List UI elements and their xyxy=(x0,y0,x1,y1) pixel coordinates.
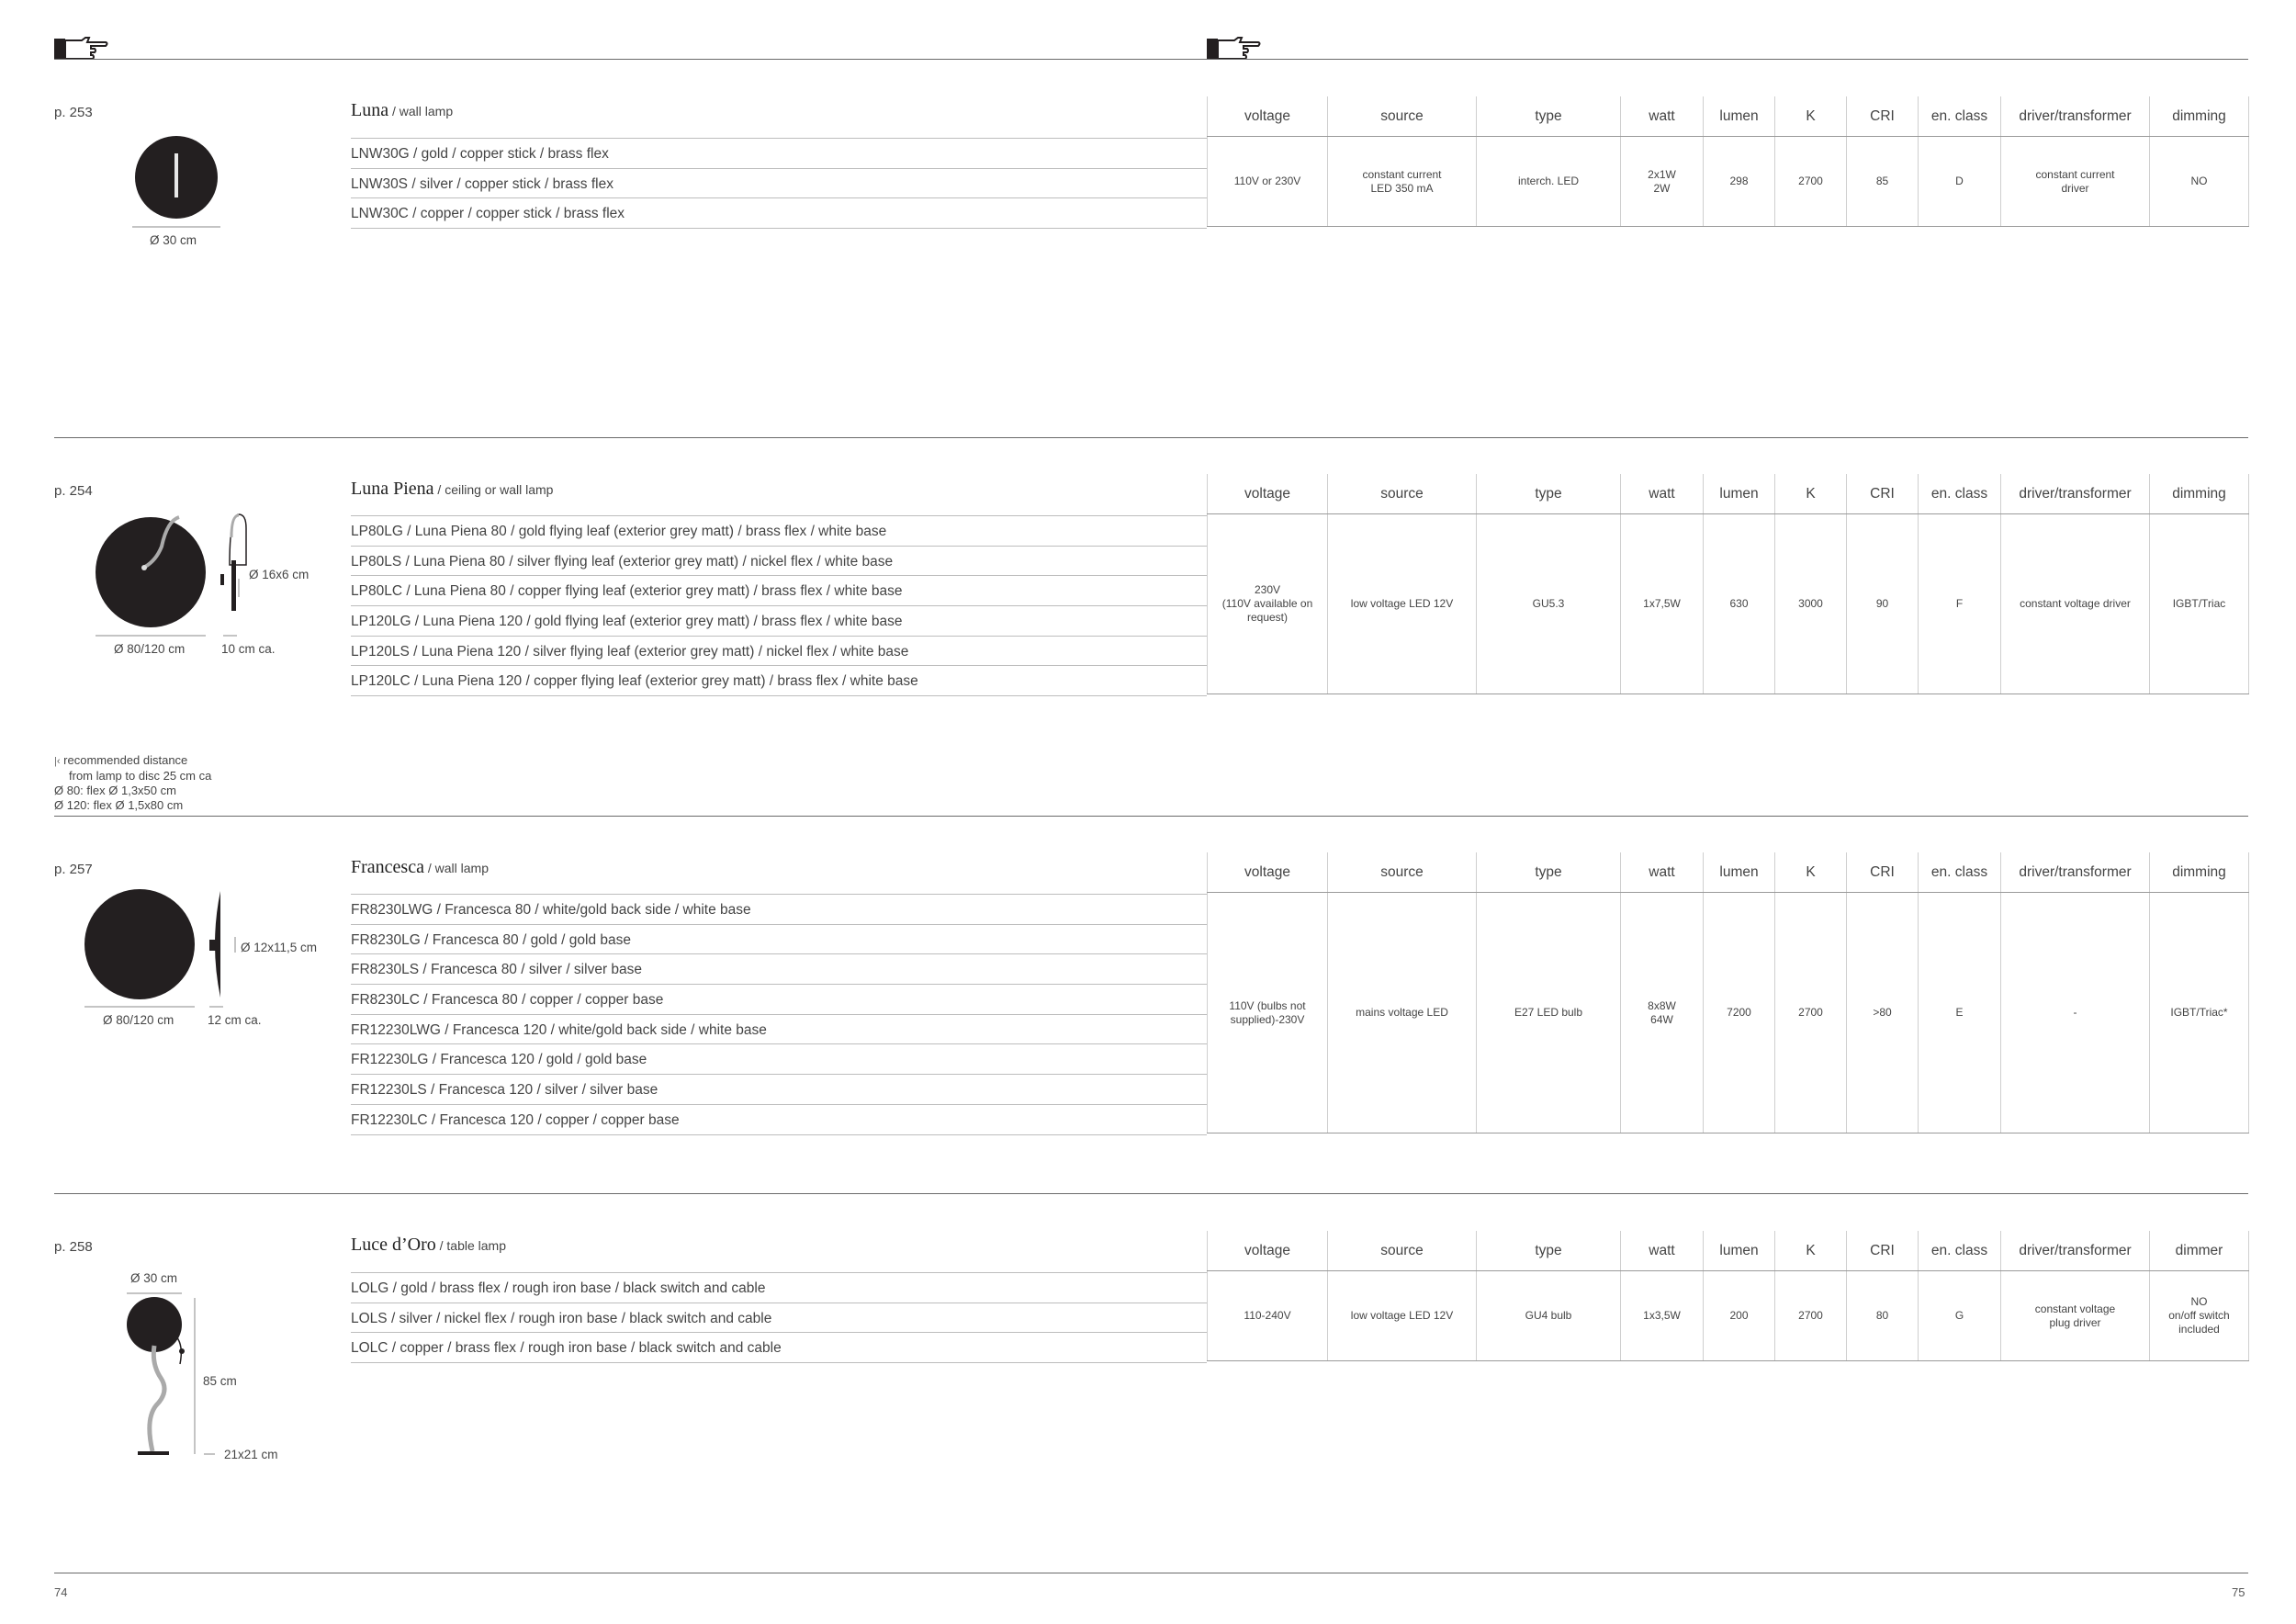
spec-en-class: G xyxy=(1919,1271,2001,1361)
header-voltage: voltage xyxy=(1208,474,1328,514)
header-lumen: lumen xyxy=(1704,96,1775,137)
note-line: |‹ recommended distance xyxy=(54,753,188,767)
header-source: source xyxy=(1328,474,1477,514)
header-driver: driver/transformer xyxy=(2001,474,2150,514)
header-cri: CRI xyxy=(1847,1231,1919,1271)
variant-row: LNW30C / copper / copper stick / brass flex xyxy=(351,198,1207,229)
spec-voltage: 230V (110V available on request) xyxy=(1208,514,1328,694)
header-type: type xyxy=(1477,1231,1621,1271)
header-cri: CRI xyxy=(1847,474,1919,514)
dimension-diameter: Ø 80/120 cm xyxy=(103,1013,174,1027)
header-k: K xyxy=(1775,852,1847,893)
header-k: K xyxy=(1775,1231,1847,1271)
spec-watt: 1x7,5W xyxy=(1621,514,1704,694)
header-dimming: dimming xyxy=(2150,474,2249,514)
header-lumen: lumen xyxy=(1704,474,1775,514)
variant-row: LP120LG / Luna Piena 120 / gold flying leaf (exterior grey matt) / brass flex / white base xyxy=(351,606,1207,637)
section-rule xyxy=(54,816,2248,817)
spec-cri: >80 xyxy=(1847,893,1919,1133)
note-line: from lamp to disc 25 cm ca xyxy=(69,769,212,783)
dimension-diameter: Ø 30 cm xyxy=(130,1271,178,1285)
header-watt: watt xyxy=(1621,474,1704,514)
francesca-lamp-illustration xyxy=(81,886,246,1015)
spec-table xyxy=(1207,96,2249,227)
spec-voltage: 110V (bulbs not supplied)-230V xyxy=(1208,893,1328,1133)
spec-driver: constant voltage plug driver xyxy=(2001,1271,2150,1361)
header-dimming: dimming xyxy=(2150,96,2249,137)
luna-lamp-illustration xyxy=(129,133,230,234)
header-watt: watt xyxy=(1621,1231,1704,1271)
spec-table xyxy=(1207,1231,2249,1361)
spec-lumen: 200 xyxy=(1704,1271,1775,1361)
dimension-base: Ø 12x11,5 cm xyxy=(241,941,318,954)
variant-row: LOLC / copper / brass flex / rough iron base / black switch and cable xyxy=(351,1333,1207,1363)
spec-k: 2700 xyxy=(1775,893,1847,1133)
dimension-height: 85 cm xyxy=(203,1374,237,1388)
header-k: K xyxy=(1775,474,1847,514)
spec-type: GU5.3 xyxy=(1477,514,1621,694)
spec-voltage: 110-240V xyxy=(1208,1271,1328,1361)
spec-lumen: 298 xyxy=(1704,137,1775,227)
header-lumen: lumen xyxy=(1704,1231,1775,1271)
variant-row: LP120LS / Luna Piena 120 / silver flying leaf (exterior grey matt) / nickel flex / white base xyxy=(351,637,1207,667)
header-source: source xyxy=(1328,852,1477,893)
spec-lumen: 7200 xyxy=(1704,893,1775,1133)
header-watt: watt xyxy=(1621,96,1704,137)
variant-row: LP120LC / Luna Piena 120 / copper flying leaf (exterior grey matt) / brass flex / white base xyxy=(351,666,1207,696)
header-voltage: voltage xyxy=(1208,1231,1328,1271)
product-title xyxy=(351,857,489,878)
spec-type: E27 LED bulb xyxy=(1477,893,1621,1133)
product-subtitle: / table lamp xyxy=(435,1238,506,1253)
product-title xyxy=(351,1235,506,1256)
spec-driver: constant voltage driver xyxy=(2001,514,2150,694)
spec-cri: 85 xyxy=(1847,137,1919,227)
variant-row: FR8230LG / Francesca 80 / gold / gold base xyxy=(351,925,1207,955)
header-en-class: en. class xyxy=(1919,852,2001,893)
spec-lumen: 630 xyxy=(1704,514,1775,694)
spec-en-class: E xyxy=(1919,893,2001,1133)
spec-source: mains voltage LED xyxy=(1328,893,1477,1133)
variant-row: FR8230LS / Francesca 80 / silver / silver base xyxy=(351,954,1207,985)
variant-list xyxy=(351,138,1207,229)
dimension-depth: 12 cm ca. xyxy=(208,1013,262,1027)
spec-dimming: NO on/off switch included xyxy=(2150,1271,2249,1361)
spec-table xyxy=(1207,474,2249,694)
header-cri: CRI xyxy=(1847,852,1919,893)
variant-list xyxy=(351,515,1207,696)
spec-watt: 1x3,5W xyxy=(1621,1271,1704,1361)
spec-en-class: D xyxy=(1919,137,2001,227)
product-name: Francesca xyxy=(351,857,424,877)
header-driver: driver/transformer xyxy=(2001,96,2150,137)
header-type: type xyxy=(1477,96,1621,137)
header-en-class: en. class xyxy=(1919,474,2001,514)
dimension-diameter: Ø 30 cm xyxy=(150,233,197,247)
product-subtitle: / wall lamp xyxy=(388,104,454,118)
header-lumen: lumen xyxy=(1704,852,1775,893)
page-reference: p. 258 xyxy=(54,1239,93,1255)
variant-row: FR12230LWG / Francesca 120 / white/gold back side / white base xyxy=(351,1015,1207,1045)
variant-row: LP80LG / Luna Piena 80 / gold flying leaf (exterior grey matt) / brass flex / white base xyxy=(351,516,1207,547)
product-title xyxy=(351,479,553,500)
spec-k: 3000 xyxy=(1775,514,1847,694)
pointing-hand-icon xyxy=(54,35,109,61)
product-name: Luna Piena xyxy=(351,479,434,499)
variant-row: LOLS / silver / nickel flex / rough iron base / black switch and cable xyxy=(351,1303,1207,1334)
spec-cri: 80 xyxy=(1847,1271,1919,1361)
product-subtitle: / ceiling or wall lamp xyxy=(433,482,554,497)
spec-source: constant current LED 350 mA xyxy=(1328,137,1477,227)
variant-row: FR12230LG / Francesca 120 / gold / gold base xyxy=(351,1044,1207,1075)
variant-list xyxy=(351,894,1207,1135)
spec-source: low voltage LED 12V xyxy=(1328,514,1477,694)
header-watt: watt xyxy=(1621,852,1704,893)
distance-note xyxy=(54,753,211,813)
variant-row: LNW30S / silver / copper stick / brass flex xyxy=(351,169,1207,199)
spec-en-class: F xyxy=(1919,514,2001,694)
spec-dimming: NO xyxy=(2150,137,2249,227)
note-line: Ø 80: flex Ø 1,3x50 cm xyxy=(54,784,176,797)
product-subtitle: / wall lamp xyxy=(423,861,489,875)
spec-watt: 8x8W 64W xyxy=(1621,893,1704,1133)
variant-list xyxy=(351,1272,1207,1363)
dimension-base: Ø 16x6 cm xyxy=(249,568,310,581)
page-reference: p. 257 xyxy=(54,862,93,877)
page-reference: p. 254 xyxy=(54,483,93,499)
product-name: Luna xyxy=(351,100,389,120)
note-line: Ø 120: flex Ø 1,5x80 cm xyxy=(54,798,184,812)
spec-table xyxy=(1207,852,2249,1133)
spec-k: 2700 xyxy=(1775,137,1847,227)
header-en-class: en. class xyxy=(1919,96,2001,137)
variant-row: FR12230LC / Francesca 120 / copper / copper base xyxy=(351,1105,1207,1135)
product-title xyxy=(351,100,453,121)
variant-row: FR8230LWG / Francesca 80 / white/gold back side / white base xyxy=(351,895,1207,925)
page-reference: p. 253 xyxy=(54,105,93,120)
header-en-class: en. class xyxy=(1919,1231,2001,1271)
spec-driver: constant current driver xyxy=(2001,137,2150,227)
variant-row: LNW30G / gold / copper stick / brass flex xyxy=(351,139,1207,169)
spec-driver: - xyxy=(2001,893,2150,1133)
variant-row: FR8230LC / Francesca 80 / copper / copper base xyxy=(351,985,1207,1015)
spec-dimming: IGBT/Triac* xyxy=(2150,893,2249,1133)
dimension-diameter: Ø 80/120 cm xyxy=(114,642,186,656)
variant-row: FR12230LS / Francesca 120 / silver / silver base xyxy=(351,1075,1207,1105)
header-k: K xyxy=(1775,96,1847,137)
product-name: Luce d’Oro xyxy=(351,1235,436,1255)
spec-cri: 90 xyxy=(1847,514,1919,694)
header-source: source xyxy=(1328,96,1477,137)
variant-row: LOLG / gold / brass flex / rough iron base / black switch and cable xyxy=(351,1273,1207,1303)
header-driver: driver/transformer xyxy=(2001,1231,2150,1271)
dimension-depth: 10 cm ca. xyxy=(221,642,276,656)
section-rule xyxy=(54,437,2248,438)
dimension-base: 21x21 cm xyxy=(224,1448,278,1461)
luna-piena-illustration xyxy=(92,510,266,648)
header-dimmer: dimmer xyxy=(2150,1231,2249,1271)
header-source: source xyxy=(1328,1231,1477,1271)
header-dimming: dimming xyxy=(2150,852,2249,893)
header-driver: driver/transformer xyxy=(2001,852,2150,893)
pointing-hand-icon xyxy=(1207,35,1262,61)
spec-watt: 2x1W 2W xyxy=(1621,137,1704,227)
header-voltage: voltage xyxy=(1208,852,1328,893)
spec-k: 2700 xyxy=(1775,1271,1847,1361)
page-number-left: 74 xyxy=(54,1585,68,1599)
spec-type: GU4 bulb xyxy=(1477,1271,1621,1361)
spec-type: interch. LED xyxy=(1477,137,1621,227)
header-type: type xyxy=(1477,474,1621,514)
section-rule xyxy=(54,1193,2248,1194)
spec-voltage: 110V or 230V xyxy=(1208,137,1328,227)
header-voltage: voltage xyxy=(1208,96,1328,137)
spec-source: low voltage LED 12V xyxy=(1328,1271,1477,1361)
variant-row: LP80LS / Luna Piena 80 / silver flying leaf (exterior grey matt) / nickel flex / white base xyxy=(351,547,1207,577)
header-type: type xyxy=(1477,852,1621,893)
header-cri: CRI xyxy=(1847,96,1919,137)
page-number-right: 75 xyxy=(2232,1585,2245,1599)
header-rule xyxy=(54,59,2248,60)
variant-row: LP80LC / Luna Piena 80 / copper flying leaf (exterior grey matt) / brass flex / white base xyxy=(351,576,1207,606)
spec-dimming: IGBT/Triac xyxy=(2150,514,2249,694)
distance-marker-icon: |‹ xyxy=(54,756,61,767)
